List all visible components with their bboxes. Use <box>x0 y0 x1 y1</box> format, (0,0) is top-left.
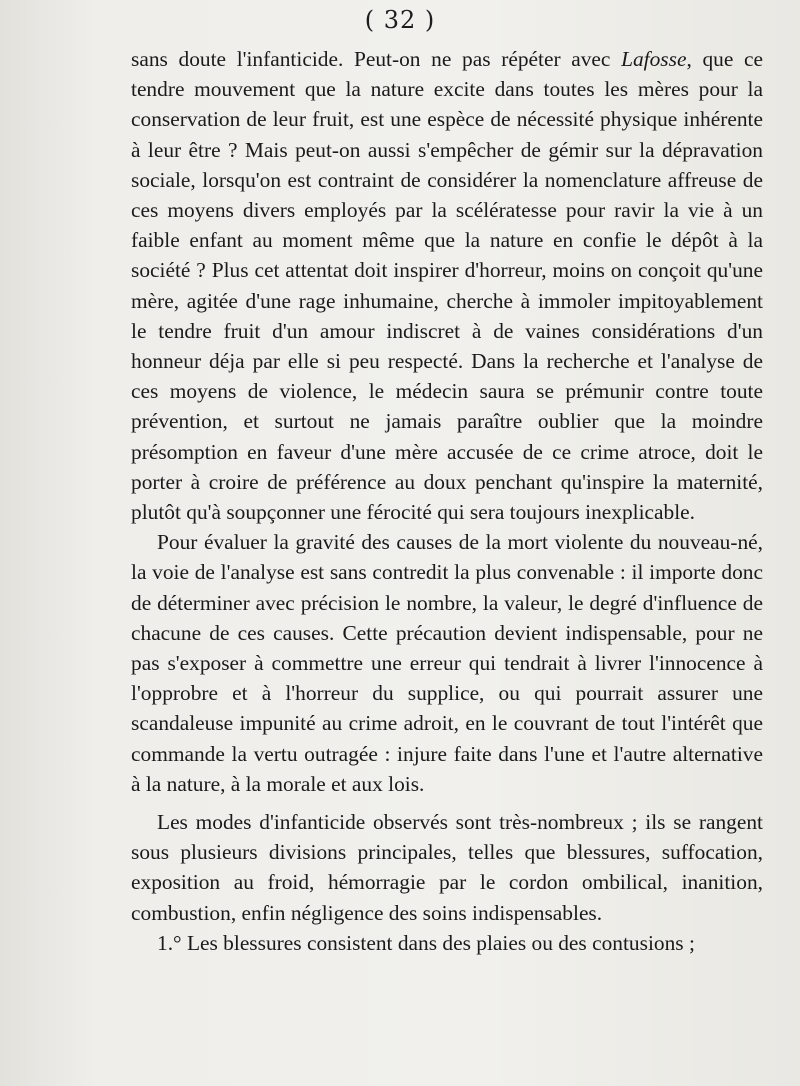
paragraph-1-after: , que ce tendre mouvement que la nature excite dans toutes les mères pour la conservation de leur fruit, est une espèce de nécessité physique inhérente à leur être ? Mais peut-on aussi s'empêcher de gémir sur la dépravation sociale, lorsqu'on est contraint de considérer la nomenclature affreuse de ces moyens divers employés par la scélératesse pour ravir la vie à un faible enfant au moment même que la nature en confie le dépôt à la société ? Plus cet attentat doit inspirer d'horreur, moins on conçoit qu'une mère, agitée d'une rage inhumaine, cherche à immoler impitoyablement le tendre fruit d'un amour indiscret à de vaines considérations d'un honneur déja par elle si peu respecté. Dans la recherche et l'analyse de ces moyens de violence, le médecin saura se prémunir contre toute prévention, et surtout ne jamais paraître oublier que la moindre présomption en faveur d'une mère accusée de ce crime atroce, doit le porter à croire de préférence au doux penchant qu'inspire la maternité, plutôt qu'à soupçonner une férocité qui sera toujours inexplicable. <box>131 47 764 525</box>
paragraph-1 <box>131 44 763 527</box>
body-text <box>131 44 763 958</box>
paragraph-1-before: sans doute l'infanticide. Peut-on ne pas répéter avec <box>131 47 622 71</box>
author-name-lafosse: Lafosse <box>621 47 687 71</box>
paragraph-2: Pour évaluer la gravité des causes de la mort violente du nouveau-né, la voie de l'analyse est sans contredit la plus convenable : il importe donc de déterminer avec précision le nombre, la valeur, le degré d'influence de chacune de ces causes. Cette précaution devient indispensable, pour ne pas s'exposer à commettre une erreur qui tendrait à livrer l'innocence à l'opprobre et à l'horreur du supplice, ou qui pourrait assurer une scandaleuse impunité au crime adroit, en le couvrant de tout l'intérêt que commande la vertu outragée : injure faite dans l'une et l'autre alternative à la nature, à la morale et aux lois. <box>131 530 763 796</box>
paragraph-4: 1.° Les blessures consistent dans des plaies ou des contusions ; <box>157 930 695 955</box>
page-number: ( 32 ) <box>364 6 436 34</box>
paragraph-3: Les modes d'infanticide observés sont très-nombreux ; ils se rangent sous plusieurs divisions principales, telles que blessures, suffocation, exposition au froid, hémorragie par le cordon ombilical, inanition, combustion, enfin négligence des soins indispensables. <box>131 810 763 925</box>
